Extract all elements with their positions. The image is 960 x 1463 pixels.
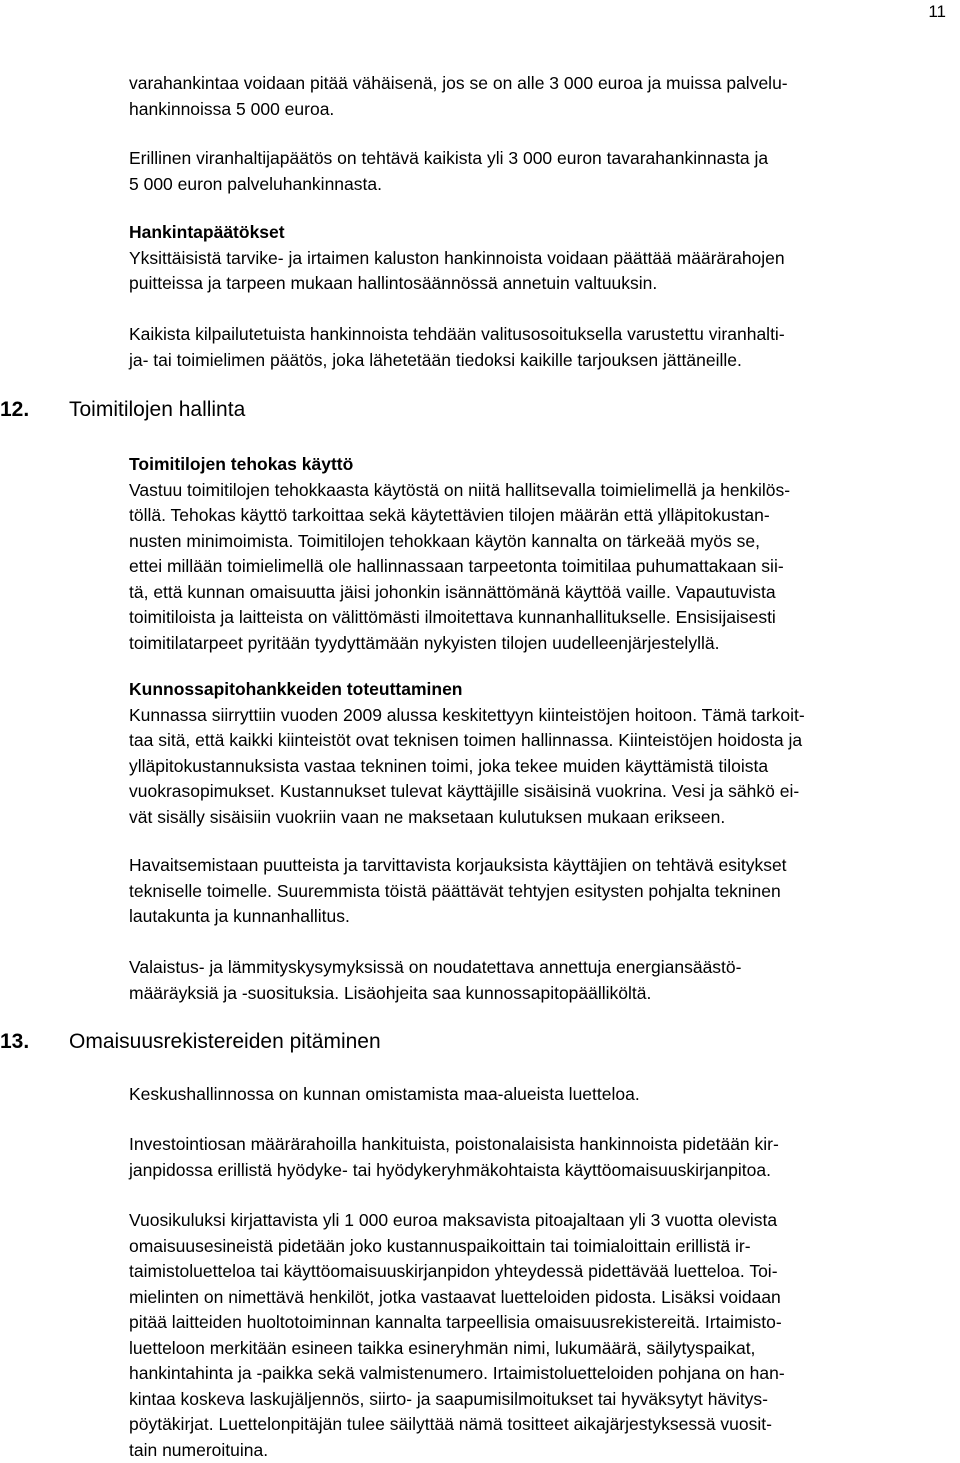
text-line: toimitiloista ja laitteista on välittömästi ilmoitettava kunnanhallitukselle. Ensisijaisesti [129, 605, 790, 631]
subsection-heading: Toimitilojen tehokas käyttö [129, 452, 790, 478]
text-line: töllä. Tehokas käyttö tarkoittaa sekä käytettävien tilojen määrän että ylläpitokustan- [129, 503, 790, 529]
paragraph-official-decision [129, 146, 768, 197]
text-line: tain numeroituina. [129, 1438, 785, 1463]
text-line: 5 000 euron palveluhankinnasta. [129, 172, 768, 198]
text-line: Kaikista kilpailutetuista hankinnoista tehdään valitusosoituksella varustettu viranhalti- [129, 322, 785, 348]
text-line: määräyksiä ja -suosituksia. Lisäohjeita saa kunnossapitopäälliköltä. [129, 981, 741, 1007]
text-line: luetteloon merkitään esineen taikka esineryhmän nimi, lukumäärä, säilytyspaikat, [129, 1336, 785, 1362]
text-line: Vuosikuluksi kirjattavista yli 1 000 euroa maksavista pitoajaltaan yli 3 vuotta olevista [129, 1208, 785, 1234]
section-title: Omaisuusrekistereiden pitäminen [69, 1029, 381, 1055]
paragraph-energy-saving [129, 955, 741, 1006]
text-line: tekniselle toimelle. Suuremmista töistä päättävät tehtyjen esitysten pohjalta tekninen [129, 879, 787, 905]
text-line: taa sitä, että kaikki kiinteistöt ovat teknisen toimen hallinnassa. Kiinteistöjen hoidosta ja [129, 728, 805, 754]
paragraph-competitive-purchases [129, 322, 785, 373]
text-line: tä, että kunnan omaisuutta jäisi johonkin isännättömänä käyttöä vaille. Vapautuvista [129, 580, 790, 606]
text-line: lautakunta ja kunnanhallitus. [129, 904, 787, 930]
text-line: Keskushallinnossa on kunnan omistamista maa-alueista luetteloa. [129, 1082, 640, 1108]
text-line: pitää laitteiden huoltotoiminnan kannalta tarpeellisia omaisuusrekistereitä. Irtaimisto- [129, 1310, 785, 1336]
subsection-efficient-use [129, 452, 790, 656]
text-line: Erillinen viranhaltijapäätös on tehtävä kaikista yli 3 000 euron tavarahankinnasta ja [129, 146, 768, 172]
text-line: vuokrasopimukset. Kustannukset tulevat käyttäjille sisäisinä vuokrina. Vesi ja sähkö ei- [129, 779, 805, 805]
text-line: hankintahinta ja -paikka sekä valmistenumero. Irtaimistoluetteloiden pohjana on han- [129, 1361, 785, 1387]
paragraph-fixed-asset-accounting [129, 1132, 779, 1183]
text-line: Kunnassa siirryttiin vuoden 2009 alussa keskitettyyn kiinteistöjen hoitoon. Tämä tarkoit- [129, 703, 805, 729]
text-line: hankinnoissa 5 000 euroa. [129, 97, 788, 123]
subsection-heading: Hankintapäätökset [129, 220, 785, 246]
text-line: nusten minimoimista. Toimitilojen tehokkaan käytön kannalta on tärkeää myös se, [129, 529, 790, 555]
text-line: Valaistus- ja lämmityskysymyksissä on noudatettava annettuja energiansäästö- [129, 955, 741, 981]
paragraph-repair-requests [129, 853, 787, 930]
text-line: taimistoluetteloa tai käyttöomaisuuskirjanpidon yhteydessä pidettävää luetteloa. Toi- [129, 1259, 785, 1285]
text-line: Investointiosan määrärahoilla hankituista, poistonalaisista hankinnoista pidetään kir- [129, 1132, 779, 1158]
subsection-heading: Kunnossapitohankkeiden toteuttaminen [129, 677, 805, 703]
text-line: kintaa koskeva laskujäljennös, siirto- ja saapumisilmoitukset tai hyväksytyt hävitys- [129, 1387, 785, 1413]
section-title: Toimitilojen hallinta [69, 397, 245, 423]
section-number: 12. [0, 397, 29, 423]
text-line: Havaitsemistaan puutteista ja tarvittavista korjauksista käyttäjien on tehtävä esitykset [129, 853, 787, 879]
text-line: pöytäkirjat. Luettelonpitäjän tulee säilyttää nämä tositteet aikajärjestyksessä vuosit- [129, 1412, 785, 1438]
text-line: Yksittäisistä tarvike- ja irtaimen kaluston hankinnoista voidaan päättää määrärahojen [129, 246, 785, 272]
text-line: ylläpitokustannuksista vastaa tekninen toimi, joka tekee muiden käyttämistä tiloista [129, 754, 805, 780]
paragraph-land-register [129, 1082, 640, 1108]
subsection-purchase-decisions [129, 220, 785, 297]
text-line: Vastuu toimitilojen tehokkaasta käytöstä on niitä hallitsevalla toimielimellä ja henkilös- [129, 478, 790, 504]
page-number: 11 [928, 2, 946, 22]
paragraph-inventory-list [129, 1208, 785, 1463]
text-line: varahankintaa voidaan pitää vähäisenä, jos se on alle 3 000 euroa ja muissa palvelu- [129, 71, 788, 97]
text-line: ja- tai toimielimen päätös, joka lähetetään tiedoksi kaikille tarjouksen jättäneille. [129, 348, 785, 374]
paragraph-small-purchases [129, 71, 788, 122]
text-line: omaisuusesineistä pidetään joko kustannuspaikoittain tai toimialoittain erillistä ir- [129, 1234, 785, 1260]
text-line: vät sisälly sisäisiin vuokriin vaan ne maksetaan kulutuksen mukaan erikseen. [129, 805, 805, 831]
text-line: ettei millään toimielimellä ole hallinnassaan tarpeetonta toimitilaa puhumattakaan sii- [129, 554, 790, 580]
text-line: toimitilatarpeet pyritään tyydyttämään nykyisten tilojen uudelleenjärjestelyllä. [129, 631, 790, 657]
subsection-maintenance-projects [129, 677, 805, 830]
text-line: mielinten on nimettävä henkilöt, jotka vastaavat luetteloiden pidosta. Lisäksi voidaan [129, 1285, 785, 1311]
text-line: janpidossa erillistä hyödyke- tai hyödykeryhmäkohtaista käyttöomaisuuskirjanpitoa. [129, 1158, 779, 1184]
section-number: 13. [0, 1029, 29, 1055]
text-line: puitteissa ja tarpeen mukaan hallintosäännössä annetuin valtuuksin. [129, 271, 785, 297]
